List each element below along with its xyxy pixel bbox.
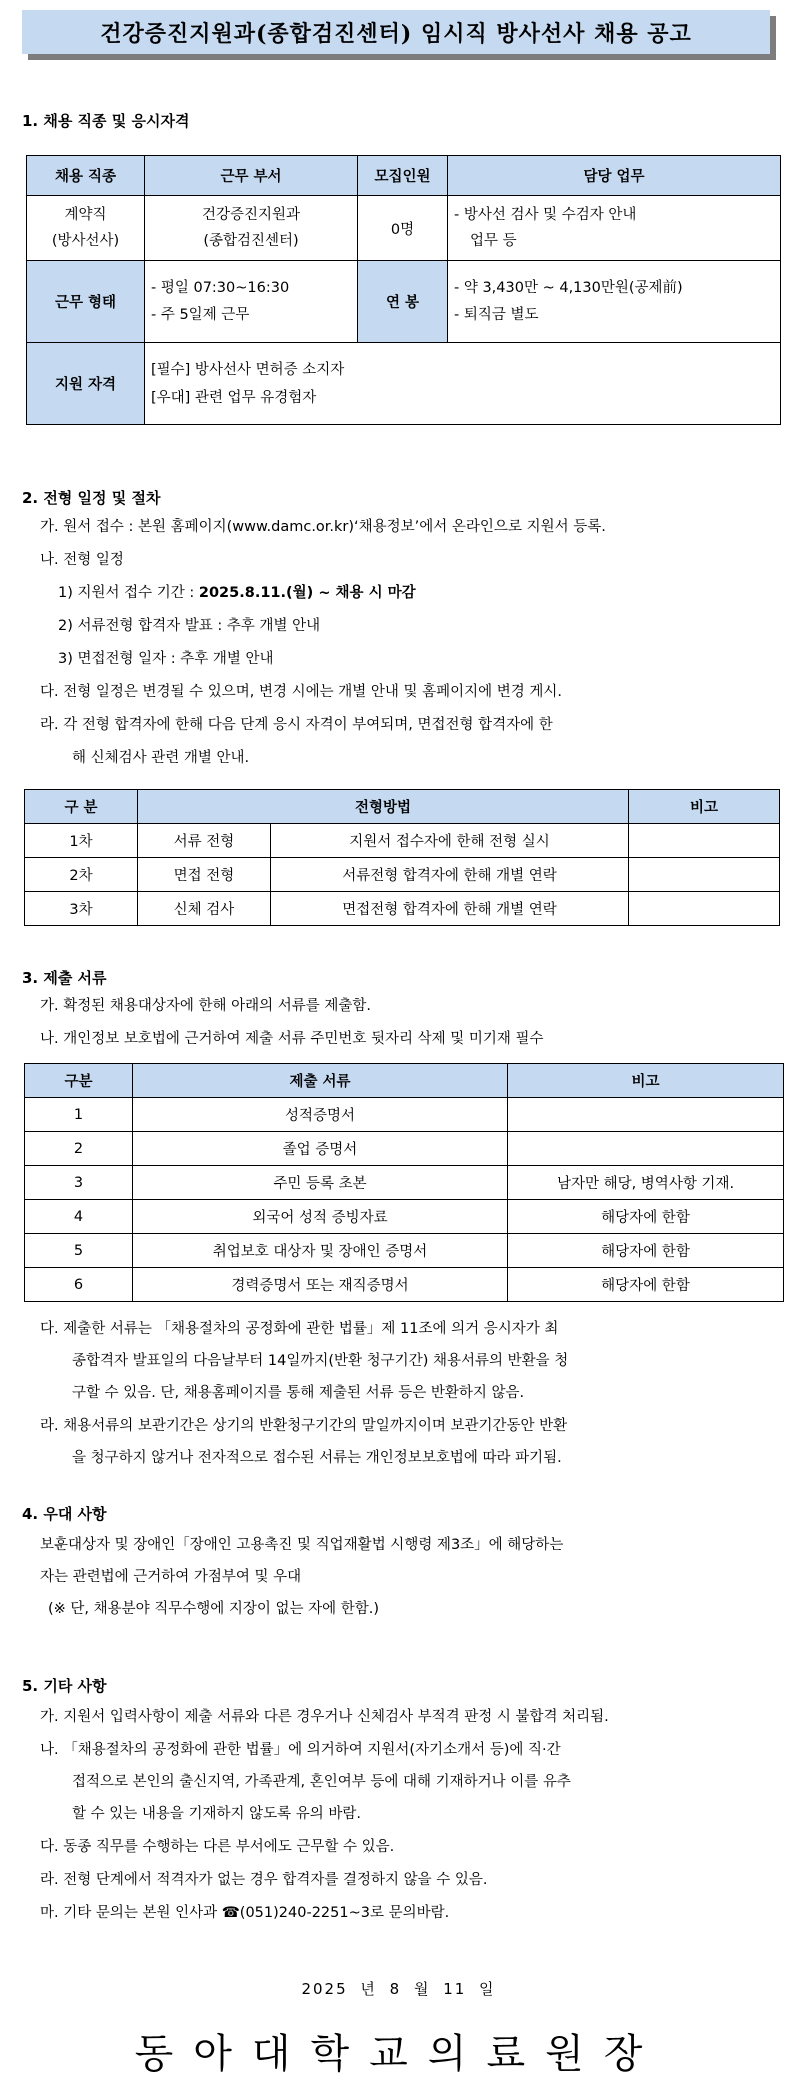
doc-note: 해당자에 한함 (508, 1200, 784, 1234)
sel-header-note: 비고 (629, 790, 780, 824)
title-banner (22, 10, 776, 60)
s3-item-ra-1: 라. 채용서류의 보관기간은 상기의 반환청구기간의 말일까지이며 보관기간동안 반환 (40, 1418, 568, 1434)
sel-header-div: 구 분 (25, 790, 138, 824)
sel-desc: 지원서 접수자에 한해 전형 실시 (271, 824, 629, 858)
doc-no: 6 (25, 1268, 133, 1302)
doc-note: 해당자에 한함 (508, 1234, 784, 1268)
work-line-1: - 평일 07:30~16:30 (151, 279, 290, 296)
salary-line-2: - 퇴직금 별도 (454, 306, 539, 323)
dept-line-2: (종합검진센터) (203, 233, 299, 249)
doc-note: 남자만 해당, 병역사항 기재. (508, 1166, 784, 1200)
s2-item-ra-1: 라. 각 전형 합격자에 한해 다음 단계 응시 자격이 부여되며, 면접전형 합격자에 한 (40, 717, 553, 733)
doc-header-div: 구분 (25, 1064, 133, 1098)
s3-item-da-3: 구할 수 있음. 단, 채용홈페이지를 통해 제출된 서류 등은 반환하지 않음. (72, 1385, 525, 1401)
cell-qual (145, 343, 781, 425)
doc-name: 경력증명서 또는 재직증명서 (133, 1268, 508, 1302)
sel-desc: 서류전형 합격자에 한해 개별 연락 (271, 858, 629, 892)
section-4-heading: 4. 우대 사항 (22, 1505, 107, 1523)
table-row (25, 1132, 784, 1166)
announcement-date: 2025 년 8 월 11 일 (301, 1980, 496, 1998)
s2-item-n3: 3) 면접전형 일자 : 추후 개별 안내 (58, 651, 274, 667)
qual-line-1: [필수] 방사선사 면허증 소지자 (151, 361, 345, 378)
doc-name: 취업보호 대상자 및 장애인 증명서 (133, 1234, 508, 1268)
doc-note (508, 1132, 784, 1166)
cell-salary (448, 261, 781, 343)
duty-line-1: - 방사선 검사 및 수검자 안내 (454, 207, 637, 223)
table-row (25, 858, 780, 892)
sel-stage: 2차 (25, 858, 138, 892)
s3-item-ga: 가. 확정된 채용대상자에 한해 아래의 서류를 제출함. (40, 998, 372, 1014)
header-salary: 연 봉 (358, 261, 448, 343)
header-job: 채용 직종 (27, 156, 145, 196)
job-line-2: (방사선사) (51, 233, 120, 249)
s2-item-ra-2: 해 신체검사 관련 개별 안내. (72, 750, 250, 766)
duty-line-2: 업무 등 (470, 233, 517, 249)
sel-note (629, 858, 780, 892)
job-line-1: 계약직 (64, 207, 107, 223)
qual-line-2: [우대] 관련 업무 유경험자 (151, 389, 317, 406)
cell-duty (448, 196, 781, 261)
sel-note (629, 892, 780, 926)
dept-line-1: 건강증진지원과 (201, 207, 301, 223)
doc-note (508, 1098, 784, 1132)
cell-work (145, 261, 358, 343)
table-row (25, 1098, 784, 1132)
cell-dept (145, 196, 358, 261)
doc-note: 해당자에 한함 (508, 1268, 784, 1302)
sel-note (629, 824, 780, 858)
s2-item-n2: 2) 서류전형 합격자 발표 : 추후 개별 안내 (58, 618, 321, 634)
s5-item-na-2: 접적으로 본인의 출신지역, 가족관계, 혼인여부 등에 대해 기재하거나 이를 유추 (72, 1774, 571, 1790)
s4-line-1: 보훈대상자 및 장애인「장애인 고용촉진 및 직업재활법 시행령 제3조」에 해당하는 (40, 1537, 564, 1553)
s2-item-na: 나. 전형 일정 (40, 552, 124, 568)
s2-item-n1 (58, 582, 416, 604)
header-duty: 담당 업무 (448, 156, 781, 196)
doc-no: 2 (25, 1132, 133, 1166)
doc-name: 외국어 성적 증빙자료 (133, 1200, 508, 1234)
job-table (26, 155, 781, 425)
s5-item-da: 다. 동종 직무를 수행하는 다른 부서에도 근무할 수 있음. (40, 1839, 395, 1855)
doc-name: 졸업 증명서 (133, 1132, 508, 1166)
doc-no: 3 (25, 1166, 133, 1200)
s3-item-ra-2: 을 청구하지 않거나 전자적으로 접수된 서류는 개인정보보호법에 따라 파기됨. (72, 1450, 562, 1466)
s4-line-3: (※ 단, 채용분야 직무수행에 지장이 없는 자에 한함.) (48, 1601, 380, 1617)
section-1-heading: 1. 채용 직종 및 응시자격 (22, 112, 190, 130)
s4-line-2: 자는 관련법에 근거하여 가점부여 및 우대 (40, 1569, 302, 1585)
s5-item-ma: 마. 기타 문의는 본원 인사과 ☎(051)240-2251~3로 문의바람. (40, 1905, 450, 1921)
s2-item-ga: 가. 원서 접수 : 본원 홈페이지(www.damc.or.kr)‘채용정보’에서 온라인으로 지원서 등록. (40, 519, 606, 535)
doc-no: 1 (25, 1098, 133, 1132)
doc-header-doc: 제출 서류 (133, 1064, 508, 1098)
s5-item-na-1: 나. 「채용절차의 공정화에 관한 법률」에 의거하여 지원서(자기소개서 등)에 직·간 (40, 1742, 561, 1758)
table-row (25, 1200, 784, 1234)
doc-no: 5 (25, 1234, 133, 1268)
doc-no: 4 (25, 1200, 133, 1234)
section-3-heading: 3. 제출 서류 (22, 969, 107, 987)
s5-item-na-3: 할 수 있는 내용을 기재하지 않도록 유의 바람. (72, 1806, 361, 1822)
table-row (25, 1166, 784, 1200)
table-row (25, 824, 780, 858)
s5-item-ra: 라. 전형 단계에서 적격자가 없는 경우 합격자를 결정하지 않을 수 있음. (40, 1872, 488, 1888)
sel-type: 서류 전형 (138, 824, 271, 858)
cell-count: 0명 (358, 196, 448, 261)
header-work: 근무 형태 (27, 261, 145, 343)
s2-n1-label: 1) 지원서 접수 기간 : (58, 585, 199, 601)
header-qual: 지원 자격 (27, 343, 145, 425)
selection-table (24, 789, 780, 926)
section-2-heading: 2. 전형 일정 및 절차 (22, 489, 161, 507)
salary-line-1: - 약 3,430만 ~ 4,130만원(공제前) (454, 279, 683, 296)
documents-table (24, 1063, 784, 1302)
sel-stage: 3차 (25, 892, 138, 926)
doc-header-note: 비고 (508, 1064, 784, 1098)
s2-n1-period: 2025.8.11.(월) ~ 채용 시 마감 (198, 585, 416, 601)
s3-item-na: 나. 개인정보 보호법에 근거하여 제출 서류 주민번호 뒷자리 삭제 및 미기재 필수 (40, 1031, 544, 1047)
sel-type: 면접 전형 (138, 858, 271, 892)
table-row (25, 892, 780, 926)
signer-name: 동아대학교의료원장 (134, 2031, 663, 2077)
header-count: 모집인원 (358, 156, 448, 196)
s3-item-da-2: 종합격자 발표일의 다음날부터 14일까지(반환 청구기간) 채용서류의 반환을 청 (72, 1353, 569, 1369)
doc-name: 성적증명서 (133, 1098, 508, 1132)
doc-name: 주민 등록 초본 (133, 1166, 508, 1200)
s5-item-ga: 가. 지원서 입력사항이 제출 서류와 다른 경우거나 신체검사 부적격 판정 시 불합격 처리됨. (40, 1709, 609, 1725)
sel-header-method: 전형방법 (138, 790, 629, 824)
work-line-2: - 주 5일제 근무 (151, 306, 250, 323)
section-5-heading: 5. 기타 사항 (22, 1677, 107, 1695)
table-row (25, 1268, 784, 1302)
table-row (25, 1234, 784, 1268)
header-dept: 근무 부서 (145, 156, 358, 196)
cell-job (27, 196, 145, 261)
page-title: 건강증진지원과(종합검진센터) 임시직 방사선사 채용 공고 (22, 10, 770, 54)
sel-stage: 1차 (25, 824, 138, 858)
s2-item-da: 다. 전형 일정은 변경될 수 있으며, 변경 시에는 개별 안내 및 홈페이지에 변경 게시. (40, 684, 562, 700)
s3-item-da-1: 다. 제출한 서류는 「채용절차의 공정화에 관한 법률」제 11조에 의거 응시자가 최 (40, 1321, 559, 1337)
sel-desc: 면접전형 합격자에 한해 개별 연락 (271, 892, 629, 926)
sel-type: 신체 검사 (138, 892, 271, 926)
